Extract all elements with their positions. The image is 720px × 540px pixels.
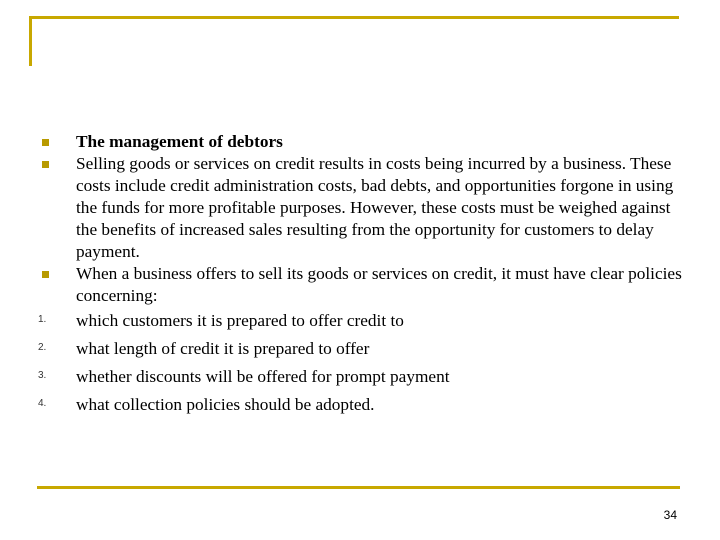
numbered-text: which customers it is prepared to offer credit to [76, 311, 404, 330]
bottom-frame-line [37, 486, 680, 489]
numbered-item [38, 335, 688, 363]
square-bullet-icon [38, 263, 62, 285]
square-bullet-icon [38, 131, 62, 153]
bullet-text: The management of debtors [76, 132, 283, 151]
page-number: 34 [663, 508, 677, 522]
slide-body [38, 131, 688, 419]
numbered-item [38, 391, 688, 419]
bullet-item [38, 263, 688, 307]
numbered-text: what collection policies should be adopted. [76, 395, 375, 414]
left-frame-line [29, 16, 32, 66]
list-number: 2. [38, 342, 47, 353]
bullet-item [38, 153, 688, 263]
numbered-item [38, 307, 688, 335]
square-bullet-icon [38, 153, 62, 175]
list-number: 1. [38, 314, 47, 325]
list-number: 3. [38, 370, 47, 381]
bullet-text: When a business offers to sell its goods or services on credit, it must have clear policies concerning: [76, 264, 682, 305]
list-number: 4. [38, 398, 47, 409]
numbered-item [38, 363, 688, 391]
top-frame-line [29, 16, 679, 19]
bullet-item [38, 131, 688, 153]
numbered-text: whether discounts will be offered for prompt payment [76, 367, 450, 386]
bullet-text: Selling goods or services on credit results in costs being incurred by a business. These costs include credit administration costs, bad debts, and opportunities forgone in using the funds for more profitable purposes. However, these costs must be weighed against the benefits of increased sales resulting from the opportunity for customers to delay payment. [76, 154, 674, 261]
numbered-text: what length of credit it is prepared to offer [76, 339, 370, 358]
